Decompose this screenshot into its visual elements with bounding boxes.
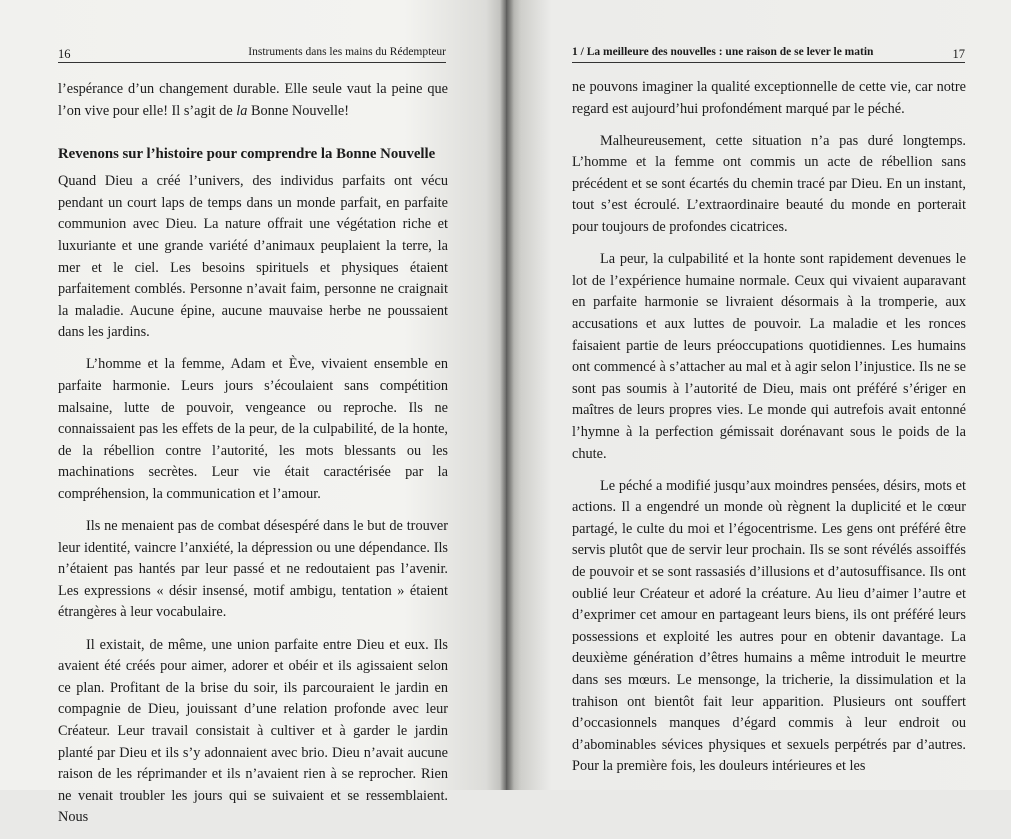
running-title: Instruments dans les mains du Rédempteur: [248, 46, 446, 58]
paragraph: Le péché a modifié jusqu’aux moindres pensées, désirs, mots et actions. Il a engendré un monde où règnent la duplicité et le cœur partagé, le culte du moi et l’égocentrisme. Les gens ont préféré être servis plutôt que de servir leur prochain. Ils se sont révélés assoiffés de pouvoir et se sont rassasiés d’illusions et d’autosuffisance. Ils ont oublié leur Créateur et adoré la créature. Au lieu d’aimer l’autre et d’exprimer cet amour en partageant leurs biens, ils ont préféré leurs possessions et exploité les autres pour en obtenir davantage. La deuxième génération d’êtres humains a même introduit le meurtre dans ses mœurs. Le mensonge, la tricherie, la dissimulation et la trahison ont bientôt fait leur apparition. Plusieurs ont souffert d’occasionnels manques d’égard commis à leur endroit ou d’abominables sévices physiques et sexuels perpétrés par d’autres. Pour la première fois, les douleurs intérieures et les: [572, 477, 966, 775]
paragraph: L’homme et la femme, Adam et Ève, vivaient ensemble en parfaite harmonie. Leurs jours s’écoulaient sans compétition malsaine, lutte de pouvoir, vengeance ou reproche. Ils ne connaissaient pas les effets de la peur, de la culpabilité, de la honte, de la rébellion contre l’autorité, les mots blessants ou les machinations secrètes. Leur vie était caractérisée par la compréhension, la communication et l’amour.: [58, 356, 448, 502]
paragraph: La peur, la culpabilité et la honte sont rapidement devenues le lot de l’expérience humaine normale. Ceux qui vivaient auparavant en parfaite harmonie se livraient désormais à la tromperie, aux accusations et aux luttes de pouvoir. La maladie et les ronces faisaient partie de leurs préoccupations quotidiennes. Les humains ont commencé à s’attacher au mal et à agir selon l’injustice. Ils ne se sont pas soumis à l’autorité de Dieu, mais ont préféré s’ériger en maîtres de leurs propres vies. Le monde qui autrefois avait entonné l’hymne à la perfection gémissait dorénavant sous le poids de la chute.: [572, 251, 966, 462]
emphasis: la: [236, 102, 248, 119]
right-running-header: [572, 44, 965, 63]
left-running-header: [58, 44, 446, 63]
paragraph: Quand Dieu a créé l’univers, des individus parfaits ont vécu pendant un court laps de temps dans un monde parfait, en parfaite communion avec Dieu. La nature offrait une végétation riche et luxuriante et une grande variété d’animaux peuplaient la terre, la mer et le ciel. Les besoins spirituels et physiques étaient parfaitement comblés. Personne n’avait faim, personne ne craignait la maladie. Aucune épine, aucune mauvaise herbe ne poussaient dans les jardins.: [58, 173, 448, 341]
page-number: 16: [58, 47, 71, 61]
right-page-text: [572, 77, 966, 788]
section-heading: Revenons sur l’histoire pour comprendre la Bonne Nouvelle: [58, 146, 436, 163]
paragraph: Il existait, de même, une union parfaite entre Dieu et eux. Ils avaient été créés pour aimer, adorer et obéir et ils agissaient selon ce plan. Profitant de la brise du soir, ils parcouraient le jardin en compagnie de Dieu, jouissant d’une relation profonde avec leur Créateur. Leur travail consistait à cultiver et à garder le jardin planté par Dieu et ils s’y adonnaient avec brio. Dieu n’avait aucune raison de les réprimander et ils n’avaient rien à se reprocher. Rien ne venait troubler les jours qui se suivaient et se ressemblaient. Nous: [58, 636, 448, 826]
paragraph: Ils ne menaient pas de combat désespéré dans le but de trouver leur identité, vaincre l’anxiété, la dépression ou une dépendance. Ils n’étaient pas hantés par leur passé et ne redoutaient pas l’avenir. Les expressions « désir insensé, motif ambigu, tentation » étaient étrangères à leur vocabulaire.: [58, 518, 448, 621]
paragraph: Malheureusement, cette situation n’a pas duré longtemps. L’homme et la femme ont commis un acte de rébellion sans précédent et se sont écartés du chemin tracé par Dieu. En un instant, tout s’est écroulé. L’extraordinaire beauté du monde en porterait pour toujours de profondes cicatrices.: [572, 132, 966, 236]
right-page: [506, 0, 1011, 790]
left-page-text: [58, 79, 448, 839]
paragraph: ne pouvons imaginer la qualité exceptionnelle de cette vie, car notre regard est aujourd’hui profondément marqué par le péché.: [572, 79, 966, 117]
page-number: 17: [952, 47, 965, 61]
left-page: [0, 0, 506, 826]
running-title: 1 / La meilleure des nouvelles : une raison de se lever le matin: [572, 46, 874, 58]
paragraph: l’espérance d’un changement durable. Elle seule vaut la peine que l’on vive pour elle! Il s’agit de la Bonne Nouvelle!: [58, 81, 448, 119]
book-gutter-shadow: [500, 0, 514, 790]
